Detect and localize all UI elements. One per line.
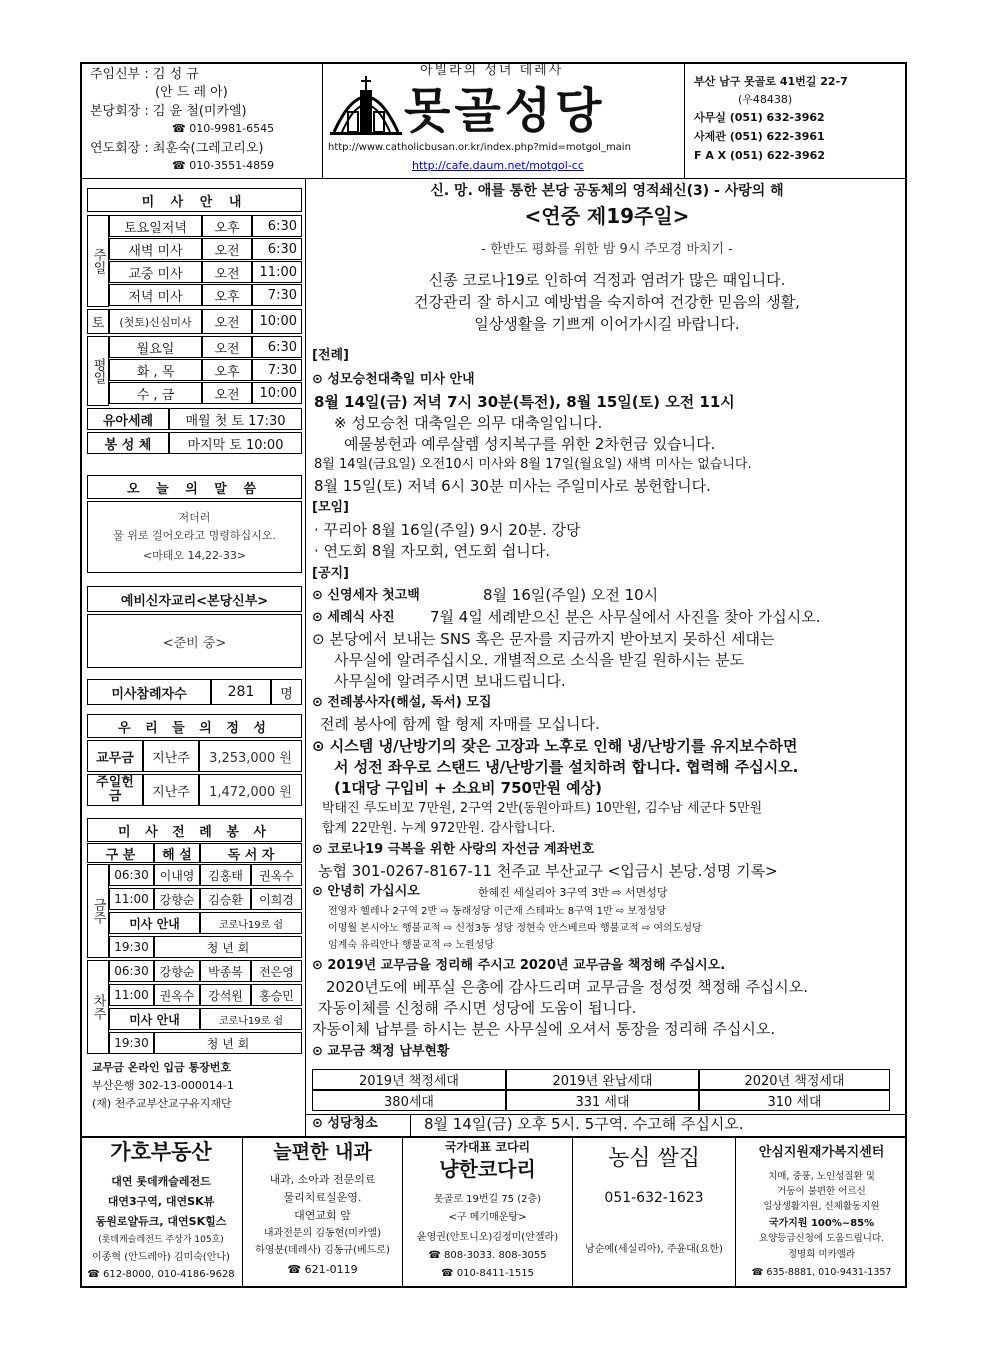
service-time: 11:00	[109, 888, 154, 910]
baptism-photo-notice: 7월 4일 세례받으신 분은 사무실에서 사진을 찾아 가십시오.	[430, 608, 821, 626]
peace-prayer-note: - 한반도 평화를 위한 밤 9시 주모경 바치기 -	[481, 242, 733, 257]
ad-clinic-phone: ☎ 621-0119	[287, 1263, 358, 1276]
air-conditioner-total: 합계 22만원. 누계 972만원. 감사합니다.	[322, 821, 556, 836]
homepage-link[interactable]: http://www.catholicbusan.or.kr/index.php?mid=motgol_main	[328, 142, 631, 153]
mass-row-name: 저녁 미사	[109, 284, 202, 306]
cleaning-schedule: 8월 14일(금) 오후 5시. 5구역. 수고해 주십시오.	[424, 1115, 744, 1133]
service-reader-1: 강석원	[200, 984, 251, 1006]
ad-realestate-phone: ☎ 612-8000, 010-4186-9628	[87, 1269, 235, 1280]
service-time: 19:30	[109, 936, 154, 958]
first-confession-time: 8월 16일(주일) 오전 10시	[483, 586, 659, 604]
first-confession-heading: ⊙ 신영세자 첫고백	[312, 588, 420, 603]
air-conditioner-cost: (1대당 구입비 + 소요비 750만원 예상)	[334, 779, 603, 797]
mass-row-time: 10:00	[252, 382, 302, 404]
ad-ricestore-owners: 남순예(세실리아), 주윤대(요한)	[585, 1244, 723, 1255]
mass-row-name: 토요일저녁	[109, 215, 202, 237]
header-divider-left	[322, 62, 323, 178]
adoration-value: 마지막 토 10:00	[169, 432, 302, 454]
assumption-heading: ⊙ 성모승천대축일 미사 안내	[312, 372, 475, 387]
ad-clinic-line5: 하영분(데레사) 김동규(베드로)	[255, 1245, 390, 1256]
dues-status-2020-assessed: 310 세대	[699, 1090, 890, 1111]
attendance-unit: 명	[271, 679, 302, 705]
farewell-line2: 전영자 헬레나 2구역 2반 ⇨ 동래성당 이근재 스테파노 8구역 1반 ⇨ 보정성당	[328, 906, 666, 917]
ad-restaurant-line1: 못골로 19번길 75 (2층)	[433, 1194, 542, 1205]
mass-row-ampm: 오후	[202, 359, 252, 381]
sunday-offering-period: 지난주	[143, 774, 199, 806]
farewell-line1: 한혜진 세실리아 3구역 3반 ⇨ 서면성당	[478, 886, 668, 899]
service-time: 06:30	[109, 864, 154, 886]
charity-account-heading: ⊙ 코로나19 극복을 위한 사랑의 자선금 계좌번호	[312, 842, 595, 857]
dues-line1: 2020년도에 베푸실 은총에 감사드리며 교무금을 정성껏 책정해 주십시오.	[326, 978, 809, 996]
service-commentator: 권옥수	[154, 984, 200, 1006]
account-title: 교무금 온라인 입금 통장번호	[92, 1061, 231, 1074]
service-commentator: 강향순	[154, 888, 200, 910]
today-word-line2: 물 위로 걸어오라고 명령하십시오.	[113, 529, 276, 542]
today-word-title: 오 늘 의 말 씀	[87, 475, 302, 499]
assumption-cancelled-masses: 8월 14일(금요일) 오전10시 미사와 8월 17일(월요일) 새벽 미사는 없습니다.	[314, 457, 752, 472]
service-mass-info-value: 코로나19로 쉼	[200, 1008, 302, 1030]
air-conditioner-donors: 박태진 루도비꼬 7만원, 2구역 2반(동원아파트) 10만원, 김수남 세군다 5만원	[322, 801, 763, 816]
church-logo-icon	[330, 72, 402, 138]
farewell-heading: ⊙ 안녕히 가십시오	[312, 884, 420, 899]
assumption-second-collection: 예물봉헌과 예루살렘 성지복구를 위한 2차헌금 있습니다.	[344, 435, 716, 453]
rectory-phone: 사제관 (051) 622-3961	[694, 130, 825, 143]
saturday-label: 토	[87, 309, 109, 334]
liturgy-section-heading: [전례]	[312, 348, 349, 363]
sns-notice-line1: ⊙ 본당에서 보내는 SNS 혹은 문자를 지금까지 받아보지 못하신 세대는	[312, 630, 775, 648]
ad-restaurant-phone1: ☎ 808-3033. 808-3055	[428, 1250, 547, 1261]
ad-restaurant-phone2: ☎ 010-8411-1515	[441, 1268, 534, 1279]
this-week-label: 금주	[87, 864, 109, 958]
ad-clinic-line1: 내과, 소아과 전문의료	[269, 1173, 376, 1186]
mass-row-ampm: 오전	[202, 382, 252, 404]
volunteer-heading: ⊙ 전례봉사자(해설, 독서) 모집	[312, 695, 492, 710]
mass-row-time: 7:30	[252, 359, 302, 381]
baptism-photo-heading: ⊙ 세례식 사진	[312, 610, 395, 625]
sunday-offering-label: 주일헌금	[87, 774, 143, 806]
dues-amount: 3,253,000 원	[199, 740, 302, 772]
sns-notice-line2: 사무실에 알려주십시오. 개별적으로 소식을 받길 원하시는 분도	[334, 651, 745, 669]
service-youth-group: 청 년 회	[154, 936, 302, 958]
ad-clinic-line3: 대연교회 앞	[294, 1209, 351, 1222]
ad-restaurant-line3: 윤영권(안토니오)김정미(안젤라)	[416, 1232, 559, 1243]
infant-baptism-value: 매월 첫 토 17:30	[169, 408, 302, 430]
ad-welfare-name: 안심지원재가복지센터	[758, 1145, 885, 1160]
service-reader-2: 이희경	[251, 888, 302, 910]
council-chair: 연도회장 : 최훈숙(그레고리오)	[90, 141, 264, 156]
ad-restaurant-tagline: 국가대표 코다리	[444, 1140, 531, 1154]
mass-row-time: 6:30	[252, 336, 302, 358]
next-week-label: 차주	[87, 960, 109, 1054]
pastoral-theme-banner: 신. 망. 애를 통한 본당 공동체의 영적쇄신(3) - 사랑의 해	[430, 183, 784, 199]
service-reader-1: 김홍태	[200, 864, 251, 886]
service-mass-info-label: 미사 안내	[109, 912, 200, 934]
ad-realestate-line3: 동원로얄듀크, 대연SK힐스	[95, 1215, 227, 1228]
service-reader-2: 전은영	[251, 960, 302, 982]
header-divider	[80, 178, 907, 179]
column-divider	[305, 178, 306, 1136]
address: 부산 남구 못골로 41번길 22-7	[694, 75, 848, 88]
ad-restaurant-line2: <구 메기매운탕>	[448, 1212, 527, 1223]
pastor-name: 주임신부 : 김 성 규	[90, 67, 199, 82]
liturgy-service-title: 미 사 전 례 봉 사	[87, 818, 302, 842]
mass-row-ampm: 오전	[202, 261, 252, 283]
dues-status-2019-assessed: 380세대	[312, 1090, 506, 1111]
parish-name: 못골성당	[404, 83, 606, 139]
farewell-line3: 이명월 본시아노 행불교적 ⇨ 신정3동 성당 정현숙 안스베르따 행불교적 ⇨ 여의도성당	[328, 923, 702, 934]
service-commentator: 강향순	[154, 960, 200, 982]
service-reader-1: 박종복	[200, 960, 251, 982]
volunteer-body: 전례 봉사에 함께 할 형제 자매를 모십니다.	[320, 715, 600, 733]
service-commentator: 이내영	[154, 864, 200, 886]
sns-notice-line3: 사무실에 알려주시면 보내드립니다.	[334, 672, 566, 690]
cleaning-heading: ⊙ 성당청소	[312, 1116, 378, 1131]
dues-status-header-2019-assessed: 2019년 책정세대	[312, 1069, 506, 1090]
service-youth-group: 청 년 회	[154, 1032, 302, 1054]
ad-welfare-line6: 정명희 미카엘라	[787, 1249, 856, 1260]
today-word-reference: <마태오 14,22-33>	[142, 549, 247, 562]
assumption-saturday-evening: 8월 15일(토) 저녁 6시 30분 미사는 주일미사로 봉헌합니다.	[314, 477, 711, 495]
ad-welfare-phone: ☎ 635-8881, 010-9431-1357	[751, 1267, 892, 1278]
sunday-group-label: 주일	[87, 215, 109, 307]
infant-baptism-label: 유아세례	[87, 408, 169, 430]
mass-schedule-title: 미 사 안 내	[87, 188, 302, 212]
dues-line3: 자동이체 납부를 하시는 분은 사무실에 오셔서 통장을 정리해 주십시오.	[312, 1020, 776, 1038]
sunday-offering-amount: 1,472,000 원	[199, 774, 302, 806]
ad-welfare-line1: 치매, 중풍, 노인성질환 및	[768, 1171, 875, 1182]
ad-welfare-line2: 거동이 불편한 어르신	[777, 1186, 866, 1197]
mass-row-ampm: 오전	[202, 336, 252, 358]
air-conditioner-line1: ⊙ 시스템 냉/난방기의 잦은 고장과 노후로 인해 냉/난방기를 유지보수하면	[312, 737, 798, 755]
ad-clinic-line4: 내과전문의 김동현(미카엘)	[263, 1228, 382, 1239]
notice-section-heading: [공지]	[312, 566, 349, 581]
account-number: 부산은행 302-13-000014-1	[92, 1079, 234, 1092]
farewell-line4: 임계숙 유리안나 행불교적 ⇨ 노원성당	[328, 940, 494, 951]
ad-welfare-line5: 요양등급신청에 도움드립니다.	[758, 1233, 885, 1244]
pastor-baptismal-name: (안 드 레 아)	[155, 85, 228, 100]
service-header-commentator: 해 설	[154, 843, 200, 863]
charity-account-number: 농협 301-0267-8167-11 천주교 부산교구 <입금시 본당.성명 기록>	[318, 862, 778, 880]
dues-label: 교무금	[87, 740, 143, 772]
attendance-count: 281	[211, 679, 271, 705]
meeting-curia: · 꾸리아 8월 16일(주일) 9시 20분. 강당	[314, 521, 581, 539]
assumption-times: 8월 14일(금) 저녁 7시 30분(특전), 8월 15일(토) 오전 11시	[314, 393, 735, 411]
mass-row-ampm: 오전	[202, 238, 252, 260]
service-time: 06:30	[109, 960, 154, 982]
intro-line3: 일상생활을 기쁘게 이어가시길 바랍니다.	[474, 315, 740, 333]
ad-realestate-line5: 이종혁 (안드레아) 김미숙(안나)	[92, 1252, 230, 1263]
council-phone: ☎ 010-3551-4859	[172, 159, 275, 172]
mass-row-ampm: 오후	[202, 215, 252, 237]
mass-row-time: 6:30	[252, 238, 302, 260]
offering-title: 우 리 들 의 정 성	[87, 714, 302, 738]
service-reader-2: 홍승민	[251, 984, 302, 1006]
service-time: 11:00	[109, 984, 154, 1006]
ad-realestate-line1: 대연 롯데캐슬레전드	[111, 1175, 211, 1188]
ad-welfare-line4: 국가지원 100%~85%	[768, 1218, 875, 1229]
dues-status-header-2019-paid: 2019년 완납세대	[506, 1069, 699, 1090]
ad-ricestore-phone: 051-632-1623	[604, 1190, 704, 1206]
air-conditioner-line2: 서 성전 좌우로 스탠드 냉/난방기를 설치하려 합니다. 협력해 주십시오.	[334, 758, 799, 776]
mass-row-name: 월요일	[109, 336, 202, 358]
cleaning-cell-divider	[410, 1114, 411, 1136]
mass-row-time: 7:30	[252, 284, 302, 306]
weekday-group-label: 평일	[87, 336, 109, 406]
meeting-yeondohoe: · 연도회 8월 자모회, 연도회 쉽니다.	[314, 542, 551, 560]
mass-row-name: (첫토)신심미사	[109, 309, 202, 334]
patron-saint: 아빌라의 성녀 데레사	[420, 63, 564, 78]
catechism-title: 예비신자교리<본당신부>	[87, 586, 302, 612]
service-reader-1: 김승환	[200, 888, 251, 910]
ad-restaurant-name: 냥한코다리	[439, 1157, 536, 1181]
header-divider-right	[684, 62, 685, 178]
catechism-status: <준비 중>	[87, 614, 302, 668]
intro-line1: 신종 코로나19로 인하여 걱정과 염려가 많은 때입니다.	[428, 271, 786, 289]
chair-phone: ☎ 010-9981-6545	[172, 122, 275, 135]
office-phone: 사무실 (051) 632-3962	[694, 111, 825, 124]
dues-status-header-2020-assessed: 2020년 책정세대	[699, 1069, 890, 1090]
mass-row-name: 수 , 금	[109, 382, 202, 404]
liturgical-week-title: <연중 제19주일>	[524, 204, 690, 228]
mass-row-time: 11:00	[252, 261, 302, 283]
adoration-label: 봉 성 체	[87, 432, 169, 454]
dues-heading: ⊙ 2019년 교무금을 정리해 주시고 2020년 교무금을 책정해 주십시오.	[312, 958, 726, 973]
mass-row-name: 새벽 미사	[109, 238, 202, 260]
service-mass-info-value: 코로나19로 쉼	[200, 912, 302, 934]
ads-divider	[80, 1136, 907, 1138]
service-header-category: 구 분	[87, 843, 154, 863]
ad-realestate-line2: 대연3구역, 대연SK뷰	[107, 1195, 215, 1208]
mass-row-time: 10:00	[252, 309, 302, 334]
dues-line2: 자동이체를 신청해 주시면 성당에 도움이 됩니다.	[318, 999, 637, 1017]
ad-realestate-name: 가호부동산	[110, 1140, 212, 1164]
service-reader-2: 권옥수	[251, 864, 302, 886]
mass-row-name: 교중 미사	[109, 261, 202, 283]
mass-row-time: 6:30	[252, 215, 302, 237]
ad-clinic-name: 늘편한 내과	[273, 1141, 372, 1163]
cafe-link[interactable]: http://cafe.daum.net/motgol-cc	[412, 159, 584, 172]
today-word-line1: 저더러	[178, 511, 211, 524]
fax-number: F A X (051) 622-3962	[694, 149, 825, 162]
ad-ricestore-name: 농심 쌀집	[607, 1146, 700, 1171]
account-holder: (재) 천주교부산교구유지재단	[92, 1097, 232, 1110]
service-time: 19:30	[109, 1032, 154, 1054]
service-mass-info-label: 미사 안내	[109, 1008, 200, 1030]
dues-status-2019-paid: 331 세대	[506, 1090, 699, 1111]
assumption-obligation: ※ 성모승천 대축일은 의무 대축일입니다.	[334, 414, 603, 432]
parish-chair: 본당회장 : 김 윤 철(미카엘)	[90, 104, 247, 119]
meeting-section-heading: [모임]	[312, 500, 349, 515]
postcode: (우48438)	[738, 93, 793, 106]
mass-row-name: 화 , 목	[109, 359, 202, 381]
attendance-label: 미사참례자수	[87, 679, 211, 705]
service-header-reader: 독 서 자	[200, 843, 302, 863]
ad-realestate-line4: (롯데캐슬레전드 주상가 105호)	[98, 1235, 224, 1245]
ad-clinic-line2: 물리치료실운영.	[283, 1191, 362, 1204]
ad-welfare-line3: 일상생활지원, 신체활동지원	[763, 1201, 880, 1212]
mass-row-ampm: 오후	[202, 284, 252, 306]
mass-row-ampm: 오전	[202, 309, 252, 334]
dues-status-heading: ⊙ 교무금 책정 납부현황	[312, 1044, 450, 1059]
intro-line2: 건강관리 잘 하시고 예방법을 숙지하여 건강한 믿음의 생활,	[414, 293, 800, 311]
dues-period: 지난주	[143, 740, 199, 772]
